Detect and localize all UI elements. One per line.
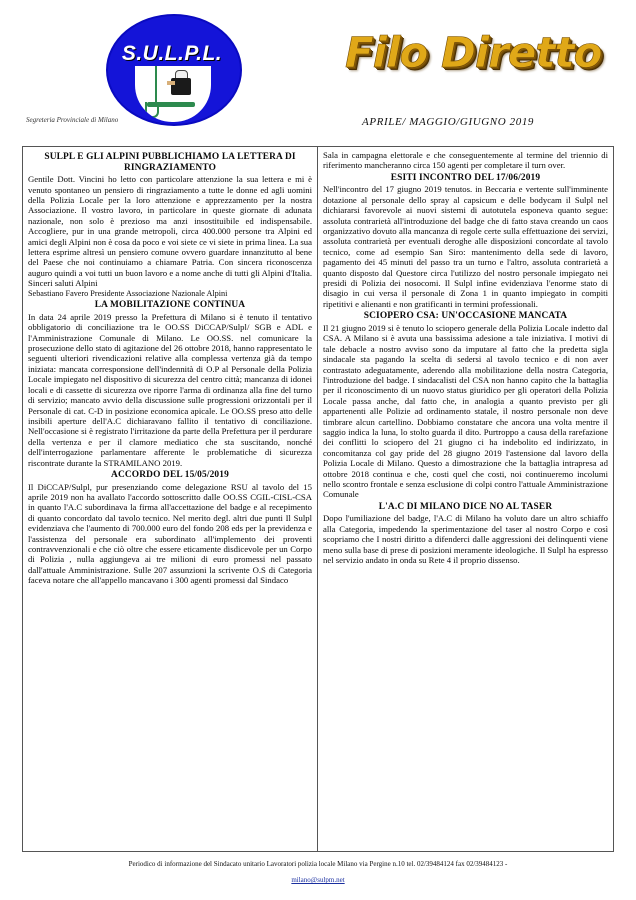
footer-email-link[interactable]: milano@sulpm.net bbox=[291, 876, 345, 884]
article-body: Dopo l'umiliazione del badge, l'A.C di Milano ha voluto dare un altro schiaffo alla Categoria, impedendo la sperimentazione del taser al nostro Corpo e così scopriamo che I nostri diritto a difenderci dalle aggressioni dei delinquenti viene meno sulla base di prese di posizioni meramente ideologiche. Il Sulpl ha espresso nel servizio andato in onda su Rete 4 il proprio dissenso. bbox=[323, 513, 608, 565]
publication-title: Filo Diretto bbox=[345, 28, 602, 77]
sulpl-logo bbox=[98, 14, 248, 124]
logo-acronym: S.U.L.P.L. bbox=[121, 42, 223, 65]
shield-hook-icon bbox=[145, 102, 159, 118]
right-column bbox=[318, 147, 613, 851]
article-title: ESITI INCONTRO DEL 17/06/2019 bbox=[390, 172, 541, 183]
shield-vertical-bar-icon bbox=[155, 66, 157, 106]
page-footer bbox=[22, 860, 614, 887]
article-signature: Sebastiano Favero Presidente Associazione Nazionale Alpini bbox=[28, 288, 228, 298]
article-title: LA MOBILITAZIONE CONTINUA bbox=[94, 300, 246, 311]
left-column bbox=[23, 147, 318, 851]
issue-date: APRILE/ MAGGIO/GIUGNO 2019 bbox=[362, 116, 535, 128]
article-title: SCIOPERO CSA: UN'OCCASIONE MANCATA bbox=[363, 311, 568, 322]
article-body: In data 24 aprile 2019 presso la Prefettura di Milano si è tenuto il tentativo obbligatorio di conciliazione tra le OO.SS DiCCAP/Sulpl/ SGB e ADL e l'Amministrazione Comunale di Milano. Le OO.SS. nel comunicare la prosecuzione dello stato di agitazione del 26 ottobre 2018, hanno rappresentato le seguenti ulteriori rivendicazioni relative alla complessa vertenza già da tempo iniziata: mancata corresponsione dell'indennità di O.P al Personale della Polizia Locale impiegato nel dispositivo di sicurezza del centro città; mancanza di idonei locali e di cassette di sicurezza ove riporre l'arma di ordinanza alla fine del turno di servizio; mancato avvio della discussione sulle progressioni orizzontali per il Personale di cat. C-D in posizione economica apicale. Le OO.SS preso atto delle insibili aperture dell'A.C dichiaravano fallito il tentativo di conciliazione. Nell'occasione si è registrato l'irritazione da parte della Prefettura per il perdurare della vertenza e per il clamore mediatico che sta suscitando, nonché dell'interrogazione parlamentare afferente le problematiche di sicurezza riscontrate durante la STRAMILANO 2019. bbox=[28, 311, 312, 468]
officer-arm-icon bbox=[167, 81, 175, 85]
article-title: L'A.C DI MILANO DICE NO AL TASER bbox=[378, 501, 553, 512]
footer-contact-line: Periodico di informazione del Sindacato unitario Lavoratori polizia locale Milano via Pergine n.10 tel. 02/39484124 fax 02/39484123 - bbox=[128, 860, 508, 868]
masthead bbox=[0, 0, 636, 138]
article-body: Il DiCCAP/Sulpl, pur presenziando come delegazione RSU al tavolo del 15 aprile 2019 non ha avallato l'accordo sottoscritto dalle OO.SS CGIL-CISL-CSA in quanto l'A.C subordinava la firma all'accettazione del badge e al recepimento di quanto concordato dal tavolo tecnico. Nel merito degl. altri due punti Il Sulpl evidenziava che l'aumento di 700.000 euro del fondo 208 eds per la previdenza e l'assistenza del personale era subordinato all'implemento dei proventi contravvenzionali e che ciò oltre che essere eticamente disdicevole per un Corpo di Polizia , nulla aggiungeva ai tre milioni di euro promessi nel passato dall'attuale Amministrazione. Sulle 207 assunzioni la scrivente O.S di Categoria faceva notare che all'appello mancavano i 300 agenti promessi dal Sindaco bbox=[28, 481, 312, 586]
article-body: Nell'incontro del 17 giugno 2019 tenutos. in Beccaria e vertente sull'imminente dotazione al personale dello spray al capsicum e delle bodycam il Sulpl nel dichiararsi favorevole ai nuovi sistemi di autotutela esponeva quanto segue: assoluta contrarietà all'introduzione del badge che di fatto stava creando un caos organizzativo dovuto alla mancanza di regole certe sulla effettuazione dei servizi, assoluta contrarietà per eventuali deroghe alle disposizioni concordate al tavolo tecnico, come ad esempio San Siro: mantenimento della sede di lavoro, pagamento dei 45 minuti del passo tra un turno e l'altro, assoluta contrarietà a quanto disposto dal Questore circa l'utilizzo del nostro personale impiegato nei presidi di Polizia dei nosocomi. Il Sulpl infine evidenziava l'enorme stato di disagio in cui versa il personale di Zona 1 in quanto impiegato in compiti ripetitivi e alienanti e non gratificanti in termini professionali. bbox=[323, 184, 608, 309]
article-body: Gentile Dott. Vincini ho letto con particolare attenzione la sua lettera e mi è venuto spontaneo un pensiero di ringraziamento a tutte le donne ed agli uomini della Polizia Locale per la loro attenzione e apprezzamento per la nostra Associazione. Il vostro lavoro, in particolare in queste giornate di adunata nazionale, non solo è prezioso ma anzi insostituibile ed indispensabile. Accogliere, pur in una grande metropoli, circa 400.000 persone tra Alpini ed amici degli Alpini non è cosa da poco e voi siete ce vi siete in prima linea. La sua lettera esprime altresì un pensiero comune ovvero guardare innanzitutto al bene del Paese che noi continuiamo a chiamare Patria. Con sincera riconoscenza auguro quindi a voi tutti un buon lavoro e a nome anche di tutti gli Alpini d'Italia. Sinceri saluti Alpini bbox=[28, 174, 312, 289]
article-frame bbox=[22, 146, 614, 852]
logo-caption: Segreteria Provinciale di Milano bbox=[26, 116, 119, 124]
article-body-continued: Sala in campagna elettorale e che conseguentemente al termine del triennio di riferimento mancheranno circa 150 agenti per completare il turn over. bbox=[323, 150, 608, 171]
article-title: SULPL E GLI ALPINI PUBBLICHIAMO LA LETTERA DI RINGRAZIAMENTO bbox=[44, 152, 296, 173]
article-body: Il 21 giugno 2019 si è tenuto lo sciopero generale della Polizia Locale indetto dal CSA. A Milano si è avuta una bassissima adesione a tale iniziativa. I motivi di tale debacle a nostro avviso sono da imputare al fatto che la predetta sigla sindacale sta pagando la scelta di sedersi al tavolo tecnico e di non aver contrastato adeguatamente, aderendo alla mobilitazione della nostra Categoria, l'introduzione del badge. I sindacalisti del CSA non hanno capito che la battaglia per il riconoscimento di un nuovo status giuridico per gli operatori della Polizia Locale passa anche, dal fatto che, in analogia a quanto previsto per gli appartenenti alle Polizie ad ordinamento statale, il nostro personale non deve timbrare alcun cartellino. Dobbiamo constatare che ancora una volta mentre il saggio indica la luna, lo stolto guarda il dito. Purtroppo a causa della rarefazione dei conflitti lo sciopero del 21 giugno ci ha indebolito ed indirizzato, in concomitanza col gay pride del 28 giugno 2019 l'astensione dal lavoro della Polizia Locale di Milano. Questo a dimostrazione che la battaglia intrapresa ad ottobre 2018 continua e che, costi quel che costi, noi continueremo incolumi nello scontro frontale e senza esclusione di colpi contro l'attuale Amministrazione Comunale bbox=[323, 322, 608, 500]
article-title: ACCORDO DEL 15/05/2019 bbox=[111, 469, 229, 480]
